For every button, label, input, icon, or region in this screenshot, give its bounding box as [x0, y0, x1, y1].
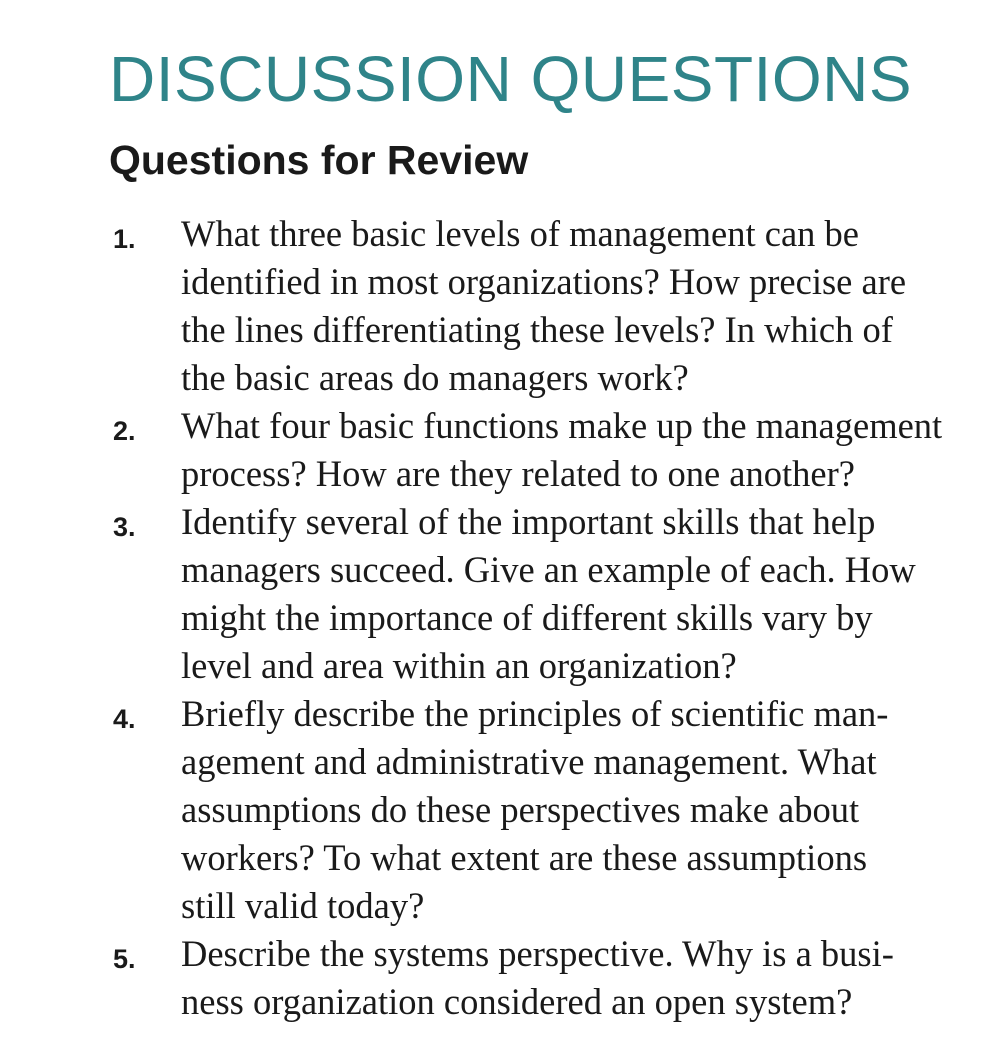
- question-text-line: process? How are they related to one another?: [181, 453, 855, 494]
- question-text-line: still valid today?: [181, 885, 425, 926]
- question-text-line: ness organization considered an open system?: [181, 981, 853, 1022]
- question-item: [109, 402, 989, 498]
- question-item: [109, 498, 989, 690]
- question-text-line: agement and administrative management. What: [181, 741, 877, 782]
- question-text-line: What four basic functions make up the management: [181, 405, 943, 446]
- question-number: 2.: [113, 416, 136, 446]
- question-item: [109, 930, 989, 1026]
- question-number: 3.: [113, 512, 136, 542]
- question-text-line: Briefly describe the principles of scientific man-: [181, 693, 889, 734]
- section-subheading: Questions for Review: [109, 137, 529, 183]
- question-text-line: Identify several of the important skills that help: [181, 501, 876, 542]
- question-text-line: managers succeed. Give an example of each. How: [181, 549, 916, 590]
- question-text-line: What three basic levels of management can be: [181, 213, 859, 254]
- question-text-line: assumptions do these perspectives make about: [181, 789, 860, 830]
- question-text-line: workers? To what extent are these assumptions: [181, 837, 868, 878]
- question-text-line: might the importance of different skills vary by: [181, 597, 873, 638]
- question-list: [109, 210, 989, 1026]
- section-heading: DISCUSSION QUESTIONS: [109, 43, 912, 115]
- question-text-line: identified in most organizations? How precise are: [181, 261, 907, 302]
- question-item: [109, 690, 989, 930]
- question-number: 4.: [113, 704, 136, 734]
- question-text-line: Describe the systems perspective. Why is a busi-: [181, 933, 894, 974]
- question-number: 1.: [113, 224, 136, 254]
- question-text-line: the lines differentiating these levels? In which of: [181, 309, 893, 350]
- question-text-line: the basic areas do managers work?: [181, 357, 689, 398]
- question-number: 5.: [113, 944, 136, 974]
- question-text-line: level and area within an organization?: [181, 645, 737, 686]
- question-item: [109, 210, 989, 402]
